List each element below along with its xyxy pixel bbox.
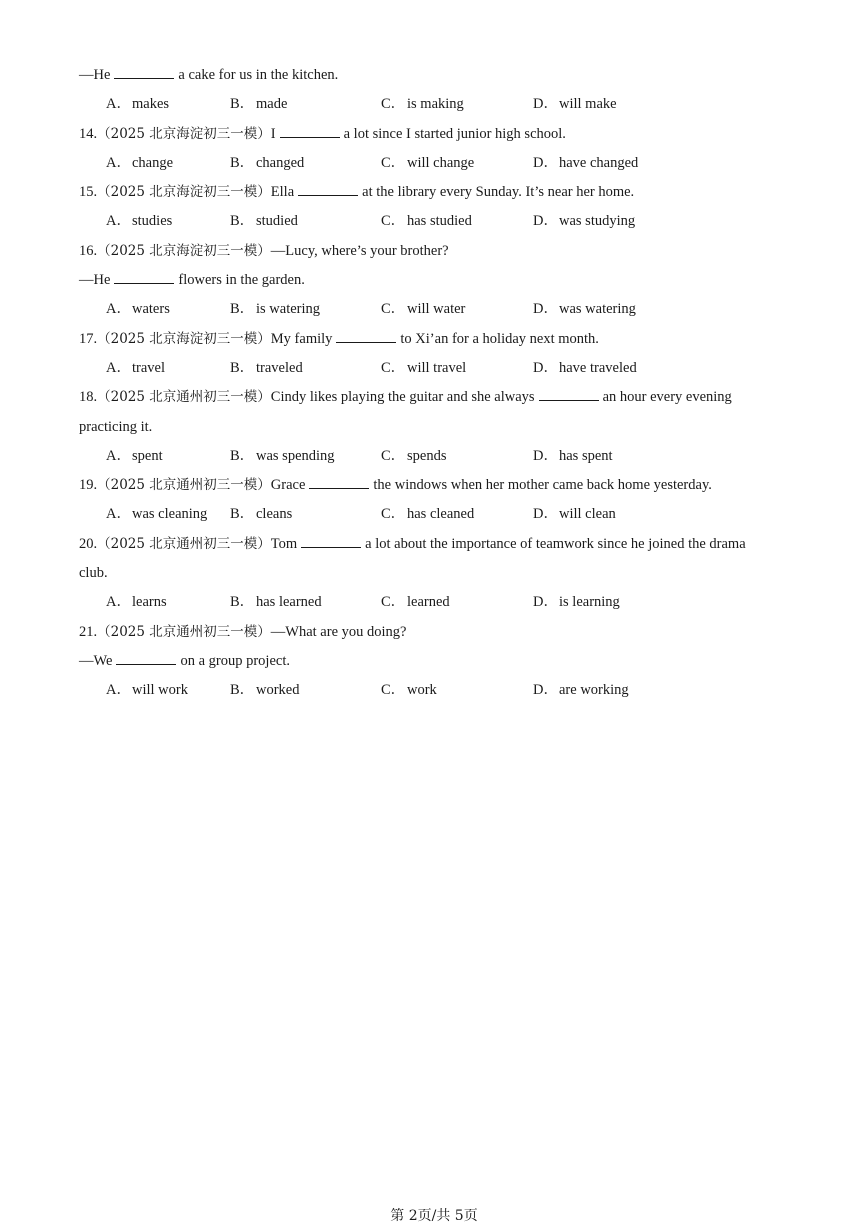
question-q16 [79, 240, 794, 328]
question-line [79, 240, 794, 269]
option-text: was cleaning [132, 506, 208, 523]
question-line [79, 650, 794, 679]
option-letter: B． [230, 359, 255, 376]
option-c[interactable] [381, 591, 533, 620]
answer-options [79, 591, 794, 620]
option-text: is learning [559, 594, 620, 611]
option-text: cleans [256, 506, 293, 523]
option-b[interactable] [230, 503, 381, 532]
question-number: 18. [79, 389, 98, 406]
option-letter: C． [381, 359, 406, 376]
option-c[interactable] [381, 93, 533, 122]
option-letter: D． [533, 594, 558, 611]
option-d[interactable] [533, 210, 693, 239]
option-d[interactable] [533, 357, 693, 386]
option-letter: C． [381, 154, 406, 171]
answer-blank[interactable] [336, 328, 396, 343]
question-q20 [79, 533, 794, 621]
option-letter: A． [106, 96, 131, 113]
answer-options [79, 445, 794, 474]
question-line [79, 269, 794, 298]
option-text: spends [407, 447, 447, 464]
option-c[interactable] [381, 503, 533, 532]
option-text: studied [256, 213, 298, 230]
option-a[interactable] [106, 210, 230, 239]
question-line [79, 64, 794, 93]
option-a[interactable] [106, 152, 230, 181]
question-q21 [79, 621, 794, 709]
option-a[interactable] [106, 503, 230, 532]
question-number: 15. [79, 184, 98, 201]
question-source: （2025 北京海淀初三一模） [97, 242, 271, 259]
option-a[interactable] [106, 445, 230, 474]
answer-blank[interactable] [309, 474, 369, 489]
question-source: （2025 北京通州初三一模） [97, 477, 271, 494]
question-text-before-blank: I [270, 125, 276, 142]
question-text-before-blank: Tom [270, 535, 298, 552]
question-number: 21. [79, 623, 98, 640]
option-text: work [407, 682, 437, 699]
question-line [79, 181, 794, 210]
option-b[interactable] [230, 591, 381, 620]
question-line [79, 562, 794, 591]
answer-options [79, 152, 794, 181]
option-letter: B． [230, 594, 255, 611]
option-d[interactable] [533, 503, 693, 532]
question-text: practicing it. [79, 418, 153, 435]
option-letter: C． [381, 594, 406, 611]
option-letter: A． [106, 154, 131, 171]
option-letter: D． [533, 682, 558, 699]
question-text-after-blank: flowers in the garden. [178, 272, 305, 289]
option-text: will clean [559, 506, 616, 523]
option-d[interactable] [533, 93, 693, 122]
option-text: will work [132, 682, 188, 699]
question-source: （2025 北京海淀初三一模） [97, 184, 271, 201]
answer-options [79, 503, 794, 532]
question-text-before-blank: Ella [270, 184, 295, 201]
page-footer: 第 2页/共 5页 [390, 1208, 478, 1224]
question-text-before-blank: —He [79, 272, 111, 289]
answer-blank[interactable] [280, 123, 340, 138]
question-list [79, 64, 794, 709]
question-text: club. [79, 565, 108, 582]
question-text-before-blank: —He [79, 67, 111, 83]
option-text: worked [256, 682, 300, 699]
question-text-after-blank: to Xi’an for a holiday next month. [400, 330, 599, 347]
question-text-before-blank: My family [270, 330, 333, 347]
option-a[interactable] [106, 357, 230, 386]
option-text: have traveled [559, 359, 637, 376]
answer-blank[interactable] [114, 64, 174, 79]
option-letter: A． [106, 682, 131, 699]
question-q14 [79, 123, 794, 182]
option-letter: A． [106, 301, 131, 318]
question-source: （2025 北京海淀初三一模） [97, 330, 271, 347]
option-c[interactable] [381, 357, 533, 386]
option-letter: D． [533, 506, 558, 523]
answer-blank[interactable] [298, 181, 358, 196]
answer-blank[interactable] [116, 650, 176, 665]
option-c[interactable] [381, 679, 533, 708]
option-text: is watering [256, 301, 321, 318]
option-letter: B． [230, 213, 255, 230]
question-line [79, 474, 794, 503]
option-letter: C． [381, 447, 406, 464]
option-text: has spent [559, 447, 613, 464]
option-text: will water [407, 301, 466, 318]
option-letter: C． [381, 213, 406, 230]
option-letter: D． [533, 359, 558, 376]
option-text: learned [407, 594, 450, 611]
option-d[interactable] [533, 152, 693, 181]
option-letter: B． [230, 96, 255, 113]
option-text: will travel [407, 359, 467, 376]
option-letter: D． [533, 301, 558, 318]
question-text-after-blank: an hour every evening [602, 389, 732, 406]
question-text-after-blank: a lot since I started junior high school. [343, 125, 566, 142]
question-number: 20. [79, 535, 98, 552]
option-letter: C． [381, 506, 406, 523]
option-text: have changed [559, 154, 639, 171]
option-b[interactable] [230, 152, 381, 181]
option-text: changed [256, 154, 305, 171]
question-line [79, 386, 794, 415]
option-text: was studying [559, 213, 636, 230]
answer-options [79, 679, 794, 708]
question-source: （2025 北京通州初三一模） [97, 535, 271, 552]
question-source: （2025 北京通州初三一模） [97, 623, 271, 640]
option-b[interactable] [230, 357, 381, 386]
question-q15 [79, 181, 794, 240]
option-letter: B． [230, 682, 255, 699]
option-text: learns [132, 594, 167, 611]
question-text-after-blank: at the library every Sunday. It’s near her home. [362, 184, 635, 201]
option-text: spent [132, 447, 163, 464]
answer-options [79, 298, 794, 327]
question-text-after-blank: a cake for us in the kitchen. [178, 67, 339, 83]
question-line [79, 416, 794, 445]
option-text: made [256, 96, 288, 113]
option-text: has cleaned [407, 506, 475, 523]
question-line [79, 621, 794, 650]
question-text: —Lucy, where’s your brother? [270, 242, 449, 259]
question-text-after-blank: a lot about the importance of teamwork since he joined the drama [365, 535, 746, 552]
option-c[interactable] [381, 445, 533, 474]
option-letter: A． [106, 359, 131, 376]
question-source: （2025 北京海淀初三一模） [97, 125, 271, 142]
option-text: is making [407, 96, 464, 113]
option-letter: B． [230, 447, 255, 464]
answer-blank[interactable] [539, 386, 599, 401]
option-text: change [132, 154, 174, 171]
option-a[interactable] [106, 679, 230, 708]
question-number: 16. [79, 242, 98, 259]
option-text: travel [132, 359, 166, 376]
option-a[interactable] [106, 591, 230, 620]
question-line [79, 123, 794, 152]
answer-blank[interactable] [114, 269, 174, 284]
question-q17 [79, 328, 794, 387]
option-text: was watering [559, 301, 636, 318]
option-text: will change [407, 154, 475, 171]
option-b[interactable] [230, 298, 381, 327]
option-text: has studied [407, 213, 472, 230]
question-text-before-blank: Cindy likes playing the guitar and she always [270, 389, 535, 406]
option-a[interactable] [106, 298, 230, 327]
option-d[interactable] [533, 591, 693, 620]
question-line [79, 533, 794, 562]
option-letter: C． [381, 96, 406, 113]
question-q13-cont [79, 64, 794, 123]
option-text: has learned [256, 594, 322, 611]
option-text: studies [132, 213, 173, 230]
question-text-after-blank: the windows when her mother came back home yesterday. [373, 477, 712, 494]
answer-options [79, 93, 794, 122]
option-text: makes [132, 96, 170, 113]
question-text-before-blank: —We [79, 652, 113, 669]
option-letter: A． [106, 506, 131, 523]
question-text-before-blank: Grace [270, 477, 306, 494]
answer-options [79, 210, 794, 239]
option-letter: D． [533, 213, 558, 230]
option-letter: B． [230, 506, 255, 523]
option-text: traveled [256, 359, 303, 376]
question-text-after-blank: on a group project. [180, 652, 290, 669]
option-letter: D． [533, 447, 558, 464]
option-letter: A． [106, 594, 131, 611]
option-b[interactable] [230, 679, 381, 708]
answer-options [79, 357, 794, 386]
option-b[interactable] [230, 93, 381, 122]
option-letter: C． [381, 301, 406, 318]
option-a[interactable] [106, 93, 230, 122]
question-number: 19. [79, 477, 98, 494]
option-letter: D． [533, 96, 558, 113]
question-q19 [79, 474, 794, 533]
question-q18 [79, 386, 794, 474]
option-letter: A． [106, 447, 131, 464]
option-d[interactable] [533, 445, 693, 474]
option-text: will make [559, 96, 617, 113]
option-text: are working [559, 682, 629, 699]
option-text: waters [132, 301, 170, 318]
option-b[interactable] [230, 210, 381, 239]
option-letter: A． [106, 213, 131, 230]
question-text: —What are you doing? [270, 623, 407, 640]
option-b[interactable] [230, 445, 381, 474]
option-d[interactable] [533, 679, 693, 708]
question-source: （2025 北京通州初三一模） [97, 389, 271, 406]
option-letter: D． [533, 154, 558, 171]
question-number: 14. [79, 125, 98, 142]
option-letter: C． [381, 682, 406, 699]
option-c[interactable] [381, 298, 533, 327]
option-letter: B． [230, 301, 255, 318]
option-c[interactable] [381, 152, 533, 181]
question-number: 17. [79, 330, 98, 347]
option-d[interactable] [533, 298, 693, 327]
option-letter: B． [230, 154, 255, 171]
answer-blank[interactable] [301, 533, 361, 548]
question-line [79, 328, 794, 357]
option-text: was spending [256, 447, 335, 464]
option-c[interactable] [381, 210, 533, 239]
